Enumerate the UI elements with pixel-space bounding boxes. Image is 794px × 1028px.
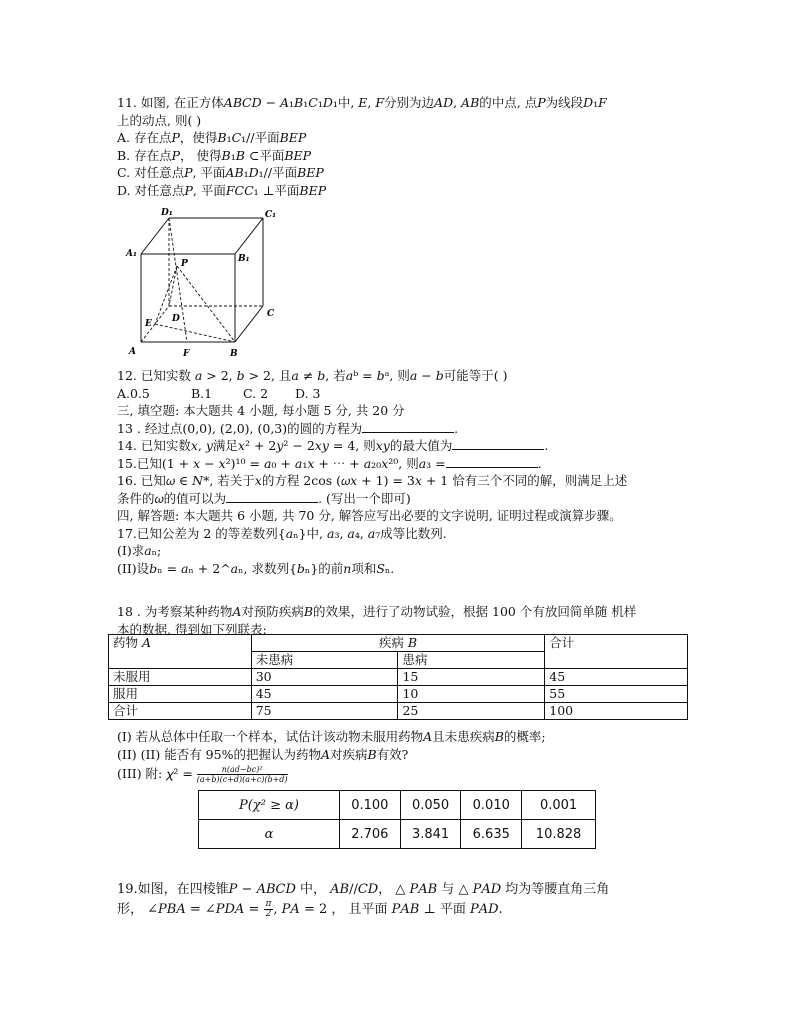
table-cell: 10.828 xyxy=(522,820,596,849)
q19-rest: , 𝑃𝐴 = 2 ， 且平面 𝑃𝐴𝐵 ⊥ 平面 𝑃𝐴𝐷. xyxy=(273,902,503,917)
q14-text: 14. 已知实数𝑥, 𝑦满足𝑥² + 2𝑦² − 2𝑥𝑦 = 4, 则𝑥𝑦的最大值为 xyxy=(117,438,453,453)
q11-option-a: A. 存在点𝑃，使得𝐵₁𝐶₁//平面𝐵𝐸𝑃 xyxy=(117,130,307,145)
section-3-heading: 三, 填空题: 本大题共 4 小题, 每小题 5 分, 共 20 分 xyxy=(117,403,405,418)
d-label: D xyxy=(172,314,180,324)
table-cell: 2.706 xyxy=(340,820,401,849)
q18-part3-label: (III) 附: 𝜒² = xyxy=(117,766,193,781)
q19-line2 xyxy=(117,900,677,920)
q19-line1: 19.如图，在四棱锥𝑃 − 𝐴𝐵𝐶𝐷 中， 𝐴𝐵//𝐶𝐷， △ 𝑃𝐴𝐵 与 △ 𝑃𝐴𝐷 均为等腰直角三角 xyxy=(117,882,610,897)
b1-label: B₁ xyxy=(238,254,250,264)
subheader-disease: 患病 xyxy=(398,652,545,669)
d1-label: D₁ xyxy=(161,208,173,218)
f-label: F xyxy=(183,349,190,359)
e-label: E xyxy=(145,319,152,329)
table-cell: 6.635 xyxy=(461,820,522,849)
formula-numerator: n(ad−bc)² xyxy=(197,765,288,775)
q12-stem: 12. 已知实数 𝑎 > 2, 𝑏 > 2, 且𝑎 ≠ 𝑏, 若𝑎ᵇ = 𝑏ᵃ, 则𝑎 − 𝑏可能等于( ) xyxy=(117,368,508,383)
q15-end: . xyxy=(537,455,542,471)
edge-bc xyxy=(235,306,263,342)
q15 xyxy=(117,455,677,473)
header-disease: 疾病 𝐵 xyxy=(251,635,545,652)
table-cell: 45 xyxy=(545,669,688,686)
q13 xyxy=(117,420,677,438)
table-cell: 0.100 xyxy=(340,791,401,820)
q12-option-c: C. 2 xyxy=(243,385,269,401)
table-cell: 100 xyxy=(545,703,688,720)
table-cell: 3.841 xyxy=(400,820,461,849)
q15-text: 15.已知(1 + 𝑥 − 𝑥²)¹⁰ = 𝑎₀ + 𝑎₁𝑥 + ⋯ + 𝑎₂₀𝑥²⁰, 则𝑎₃ = xyxy=(117,455,446,471)
subheader-no-disease: 未患病 xyxy=(251,652,398,669)
table-row xyxy=(109,686,688,703)
frac-numerator: π xyxy=(265,899,272,909)
chi-square-formula xyxy=(197,765,288,784)
edge-a1d1 xyxy=(141,218,169,254)
table-cell: 0.010 xyxy=(461,791,522,820)
table-cell: 45 xyxy=(251,686,398,703)
q11-option-c: C. 对任意点𝑃, 平面𝐴𝐵₁𝐷₁//平面𝐵𝐸𝑃 xyxy=(117,165,324,180)
table-row xyxy=(109,669,688,686)
q18-stem-line2: 本的数据, 得到如下列联表: xyxy=(117,621,267,637)
frac-denominator: 2 xyxy=(265,909,272,919)
table-cell: 10 xyxy=(398,686,545,703)
table-cell: 25 xyxy=(398,703,545,720)
q14 xyxy=(117,437,677,455)
formula-denominator: (a+b)(c+d)(a+c)(b+d) xyxy=(196,775,288,784)
q18-parts xyxy=(117,728,697,785)
table-cell: 0.050 xyxy=(400,791,461,820)
q12-option-b: B.1 xyxy=(191,385,213,401)
cube-figure xyxy=(117,204,287,364)
q17-part2: (II)设𝑏ₙ = 𝑎ₙ + 2^𝑎ₙ, 求数列{𝑏ₙ}的前𝑛项和𝑆ₙ. xyxy=(117,560,395,576)
table-cell: 合计 xyxy=(109,703,252,720)
q17-part1: (I)求𝑎ₙ; xyxy=(117,543,162,558)
q12-option-d: D. 3 xyxy=(295,385,321,401)
q16-line1: 16. 已知𝜔 ∈ 𝑁*, 若关于𝑥的方程 2cos (𝜔𝑥 + 1) = 3𝑥 + 1 恰有三个不同的解，则满足上述 xyxy=(117,473,628,488)
q18-stem-line1: 18 . 为考察某种药物𝐴对预防疾病𝐵的效果，进行了动物试验，根据 100 个有放回简单随 机样 xyxy=(117,604,637,619)
q15-blank[interactable] xyxy=(446,455,538,468)
q16-blank[interactable] xyxy=(226,490,318,503)
pi-over-2 xyxy=(264,900,274,919)
q19-angle-text: 形， ∠𝑃𝐵𝐴 = ∠𝑃𝐷𝐴 = xyxy=(117,902,260,917)
table-row xyxy=(109,703,688,720)
header-drug: 药物 𝐴 xyxy=(109,635,252,669)
p-label: P xyxy=(181,259,188,269)
contingency-table xyxy=(108,634,688,720)
q12-option-a: A.0.5 xyxy=(117,385,150,401)
table-cell: 15 xyxy=(398,669,545,686)
q18-part1: (I) 若从总体中任取一个样本，试估计该动物未服用药物𝐴且未患疾病𝐵的概率; xyxy=(117,729,546,744)
c1-label: C₁ xyxy=(265,210,277,220)
q12-options xyxy=(117,385,677,403)
header-total: 合计 xyxy=(545,635,688,669)
q16-line2 xyxy=(117,490,677,508)
q18-stem xyxy=(117,603,697,638)
b-label: B xyxy=(230,349,238,359)
alpha-row xyxy=(199,820,596,849)
alpha-row-head: 𝛼 xyxy=(199,820,340,849)
a-label: A xyxy=(129,347,136,357)
q11-stem-line2: 上的动点, 则( ) xyxy=(117,112,202,128)
q16-note: . (写出一个即可) xyxy=(318,490,411,506)
q18-part3 xyxy=(117,763,697,785)
table-cell: 0.001 xyxy=(522,791,596,820)
c-label: C xyxy=(267,309,275,319)
table-cell: 未服用 xyxy=(109,669,252,686)
segment-pd xyxy=(169,266,177,306)
q14-blank[interactable] xyxy=(452,437,544,450)
q13-blank[interactable] xyxy=(362,420,454,433)
table-cell: 55 xyxy=(545,686,688,703)
table-header-row xyxy=(109,635,688,652)
table-cell: 服用 xyxy=(109,686,252,703)
table-cell: 75 xyxy=(251,703,398,720)
section-4-heading: 四, 解答题: 本大题共 6 小题, 共 70 分, 解答应写出必要的文字说明, 证明过程或演算步骤。 xyxy=(117,508,622,523)
q14-end: . xyxy=(544,438,549,453)
q13-end: . xyxy=(454,420,459,436)
q11-option-b: B. 存在点𝑃， 使得𝐵₁𝐵 ⊂平面𝐵𝐸𝑃 xyxy=(117,147,312,163)
probability-row xyxy=(199,791,596,820)
q13-text: 13 . 经过点(0,0), (2,0), (0,3)的圆的方程为 xyxy=(117,420,363,436)
q11-stem-line1: 11. 如图, 在正方体𝐴𝐵𝐶𝐷 − 𝐴₁𝐵₁𝐶₁𝐷₁中, 𝐸, 𝐹分别为边𝐴𝐷, 𝐴𝐵的中点, 点𝑃为线段𝐷₁𝐹 xyxy=(117,95,607,110)
critical-value-table xyxy=(198,790,596,849)
q18-part2: (II) (II) 能否有 95%的把握认为药物𝐴对疾病𝐵有效? xyxy=(117,746,409,762)
q16-text: 条件的𝜔的值可以为 xyxy=(117,490,227,506)
a1-label: A₁ xyxy=(126,249,137,259)
q11-option-d: D. 对任意点𝑃, 平面𝐹𝐶𝐶₁ ⊥平面𝐵𝐸𝑃 xyxy=(117,182,327,198)
q19 xyxy=(117,880,677,920)
q17-stem: 17.已知公差为 2 的等差数列{𝑎ₙ}中, 𝑎₃, 𝑎₄, 𝑎₇成等比数列. xyxy=(117,525,447,541)
table-cell: 30 xyxy=(251,669,398,686)
probability-row-head: 𝑃(𝜒² ≥ 𝛼) xyxy=(199,791,340,820)
edge-b1c1 xyxy=(235,218,263,254)
